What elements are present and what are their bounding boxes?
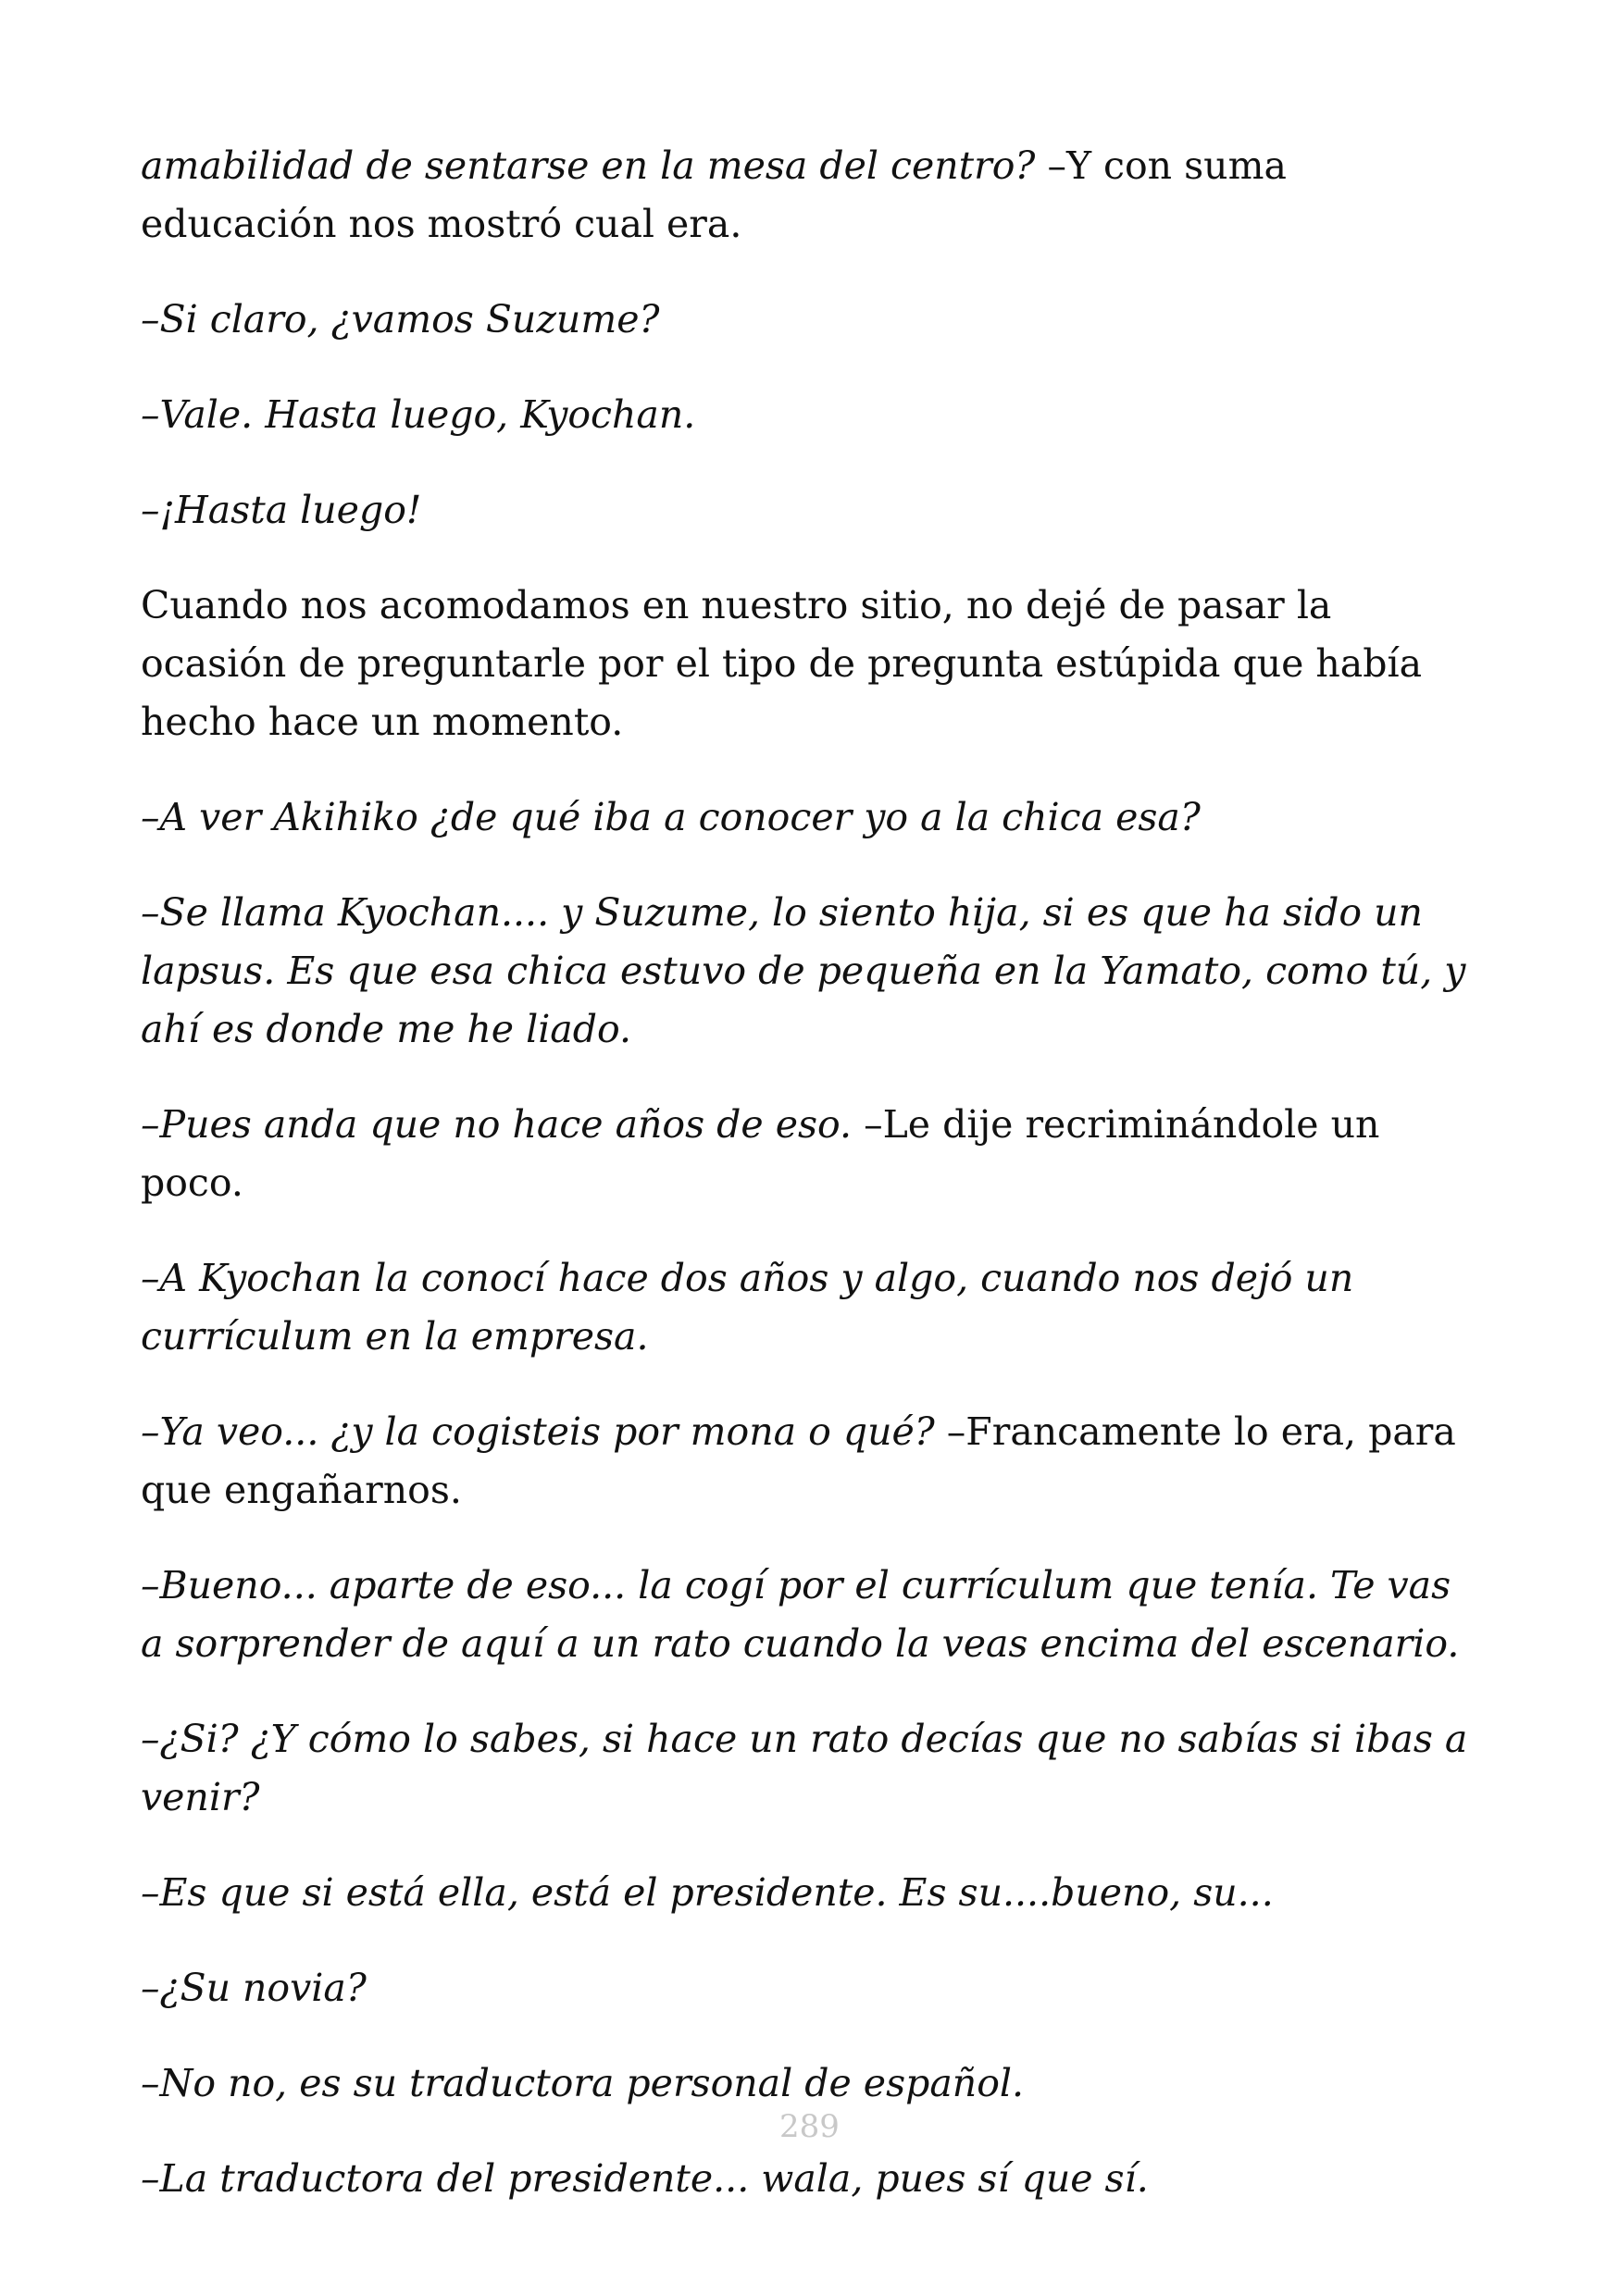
dialogue-text: –¿Su novia?	[141, 1966, 367, 2010]
dialogue-text: amabilidad de sentarse en la mesa del centro?	[141, 143, 1036, 188]
paragraph-1	[141, 137, 1474, 254]
paragraph-10	[141, 1403, 1474, 1520]
dialogue-text: –¡Hasta luego!	[141, 488, 422, 532]
dialogue-text: –Se llama Kyochan.... y Suzume, lo siento hija, si es que ha sido un lapsus. Es que esa chica estuvo de pequeña en la Yamato, como tú, y ahí es donde me he liado.	[141, 890, 1466, 1051]
paragraph-3	[141, 386, 1474, 444]
narration-text: Cuando nos acomodamos en nuestro sitio, no dejé de pasar la ocasión de preguntarle por el tipo de pregunta estúpida que había hecho hace un momento.	[141, 583, 1423, 744]
dialogue-text: –Vale. Hasta luego, Kyochan.	[141, 392, 696, 437]
dialogue-text: –La traductora del presidente... wala, pues sí que sí.	[141, 2156, 1149, 2201]
paragraph-14	[141, 1959, 1474, 2017]
paragraph-8	[141, 1096, 1474, 1212]
paragraph-7	[141, 884, 1474, 1059]
paragraph-2	[141, 291, 1474, 349]
body-text	[141, 137, 1474, 2245]
paragraph-5	[141, 577, 1474, 751]
paragraph-9	[141, 1249, 1474, 1366]
paragraph-16	[141, 2150, 1474, 2208]
paragraph-15	[141, 2054, 1474, 2113]
dialogue-text: –Pues anda que no hace años de eso.	[141, 1102, 853, 1147]
paragraph-6	[141, 788, 1474, 847]
paragraph-12	[141, 1710, 1474, 1827]
dialogue-text: –Bueno... aparte de eso... la cogí por el currículum que tenía. Te vas a sorprender de aquí a un rato cuando la veas encima del escenario.	[141, 1563, 1460, 1666]
dialogue-text: –Ya veo... ¿y la cogisteis por mona o qué?	[141, 1409, 935, 1454]
dialogue-text: –¿Si? ¿Y cómo lo sabes, si hace un rato decías que no sabías si ibas a venir?	[141, 1717, 1468, 1819]
paragraph-13	[141, 1864, 1474, 1922]
dialogue-text: –A ver Akihiko ¿de qué iba a conocer yo a la chica esa?	[141, 795, 1201, 839]
dialogue-text: –Si claro, ¿vamos Suzume?	[141, 297, 660, 341]
paragraph-4	[141, 481, 1474, 540]
dialogue-text: –A Kyochan la conocí hace dos años y algo, cuando nos dejó un currículum en la empresa.	[141, 1256, 1354, 1359]
paragraph-11	[141, 1557, 1474, 1673]
narration-text: –Y con suma educación nos mostró cual era.	[141, 143, 1287, 246]
dialogue-text: –No no, es su traductora personal de español.	[141, 2061, 1025, 2105]
dialogue-text: –Es que si está ella, está el presidente. Es su....bueno, su...	[141, 1870, 1274, 1915]
narration-text: –Francamente lo era, para que engañarnos.	[141, 1409, 1456, 1512]
narration-text: –Le dije recriminándole un poco.	[141, 1102, 1380, 1205]
page-number: 289	[779, 2108, 840, 2145]
